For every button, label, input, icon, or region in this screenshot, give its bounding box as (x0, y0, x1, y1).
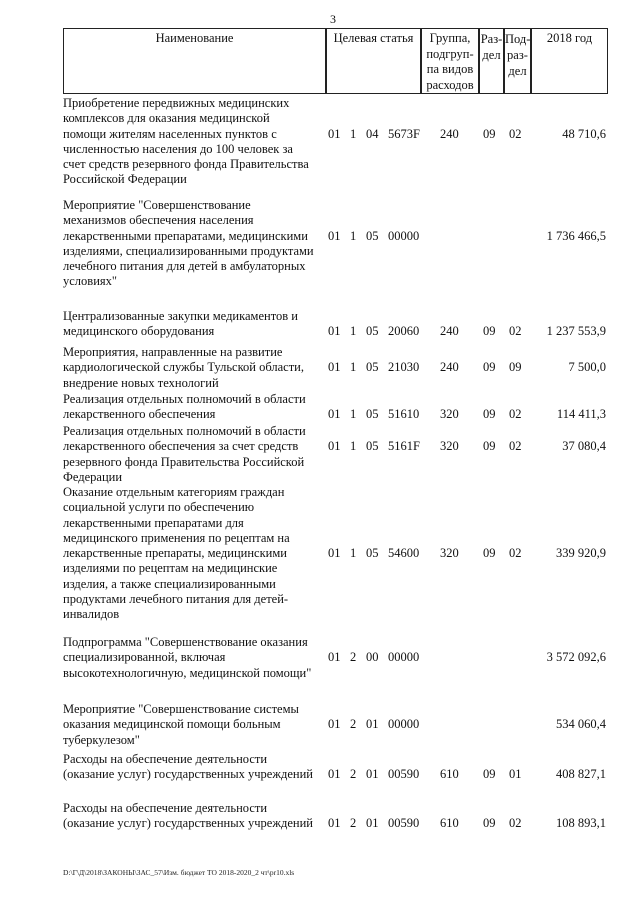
code-expense-group: 240 (440, 324, 459, 338)
code-direction: 21030 (388, 360, 420, 374)
code-subsection: 09 (509, 360, 522, 374)
row-name-line: Централизованные закупки медикаментов и (63, 309, 298, 323)
code-section: 09 (483, 816, 496, 830)
row-name-line: условиях" (63, 274, 117, 289)
code-expense-group: 610 (440, 816, 459, 830)
code-event: 04 (366, 127, 379, 141)
row-name-line: высокотехнологичную, медицинской помощи" (63, 665, 312, 680)
code-section: 09 (483, 767, 496, 781)
row-name-line: Подпрограмма "Совершенствование оказания (63, 635, 308, 649)
header-razdel (479, 28, 504, 94)
amount-2018: 108 893,1 (556, 816, 606, 830)
amount-2018: 339 920,9 (556, 546, 606, 560)
amount-2018: 48 710,6 (562, 127, 606, 141)
row-name-line: Оказание отдельным категориям граждан (63, 485, 285, 499)
code-subprogram: 1 (350, 229, 357, 243)
header-group-line: подгруп- (426, 46, 474, 61)
code-expense-group: 240 (440, 360, 459, 374)
row-name-line: инвалидов (63, 607, 120, 622)
code-section: 09 (483, 546, 496, 560)
header-podrazdel-line: Под- (505, 32, 531, 46)
code-expense-group: 240 (440, 127, 459, 141)
code-subprogram: 2 (350, 767, 357, 781)
row-name (63, 198, 325, 290)
code-event: 05 (366, 360, 379, 374)
code-event: 05 (366, 407, 379, 421)
code-subsection: 02 (509, 407, 522, 421)
page-number: 3 (330, 12, 336, 26)
code-direction: 00000 (388, 229, 420, 243)
amount-2018: 408 827,1 (556, 767, 606, 781)
code-program: 01 (328, 546, 341, 560)
header-podrazdel-line: дел (508, 64, 527, 78)
header-name: Наименование (63, 28, 326, 94)
code-subprogram: 1 (350, 360, 357, 374)
row-name (63, 96, 325, 188)
code-direction: 20060 (388, 324, 420, 338)
code-expense-group: 610 (440, 767, 459, 781)
code-program: 01 (328, 229, 341, 243)
row-name-line: изделия, а также специализированными (63, 576, 276, 591)
row-name-line: оказания медицинской помощи больным (63, 717, 281, 732)
code-subsection: 01 (509, 767, 522, 781)
code-program: 01 (328, 717, 341, 731)
header-target: Целевая статья (326, 28, 421, 94)
row-name (63, 424, 325, 485)
row-name-line: Реализация отдельных полномочий в области (63, 424, 306, 438)
row-name-line: механизмов обеспечения населения (63, 213, 254, 228)
row-name-line: Мероприятия, направленные на развитие (63, 345, 283, 359)
row-name-line: продуктами лечебного питания для детей- (63, 592, 289, 607)
file-path-footer: D:\Г\Д\2018\ЗАКОНЫ\ЗАС_57\Изм. бюджет ТО 2018-2020_2 чт\pr10.xls (63, 868, 295, 877)
code-event: 00 (366, 650, 379, 664)
header-group-line: па видов (426, 62, 474, 76)
row-name-line: Расходы на обеспечение деятельности (63, 752, 268, 766)
row-name-line: резервного фонда Правительства Российской (63, 454, 305, 469)
row-name-line: комплексов для оказания медицинской (63, 111, 270, 126)
row-name (63, 309, 325, 340)
row-name-line: медицинского оборудования (63, 324, 215, 339)
row-name-line: помощи жителям населенных пунктов с (63, 126, 277, 141)
row-name-line: лекарственные препараты, медицинскими (63, 546, 287, 561)
code-subprogram: 2 (350, 816, 357, 830)
row-name-line: Российской Федерации (63, 172, 187, 187)
amount-2018: 3 572 092,6 (546, 650, 606, 664)
code-subprogram: 1 (350, 546, 357, 560)
code-direction: 00590 (388, 816, 420, 830)
code-event: 05 (366, 324, 379, 338)
header-group-line: Группа, (429, 31, 471, 45)
row-name-line: лекарственными препаратами, медицинскими (63, 228, 308, 243)
amount-2018: 1 736 466,5 (546, 229, 606, 243)
amount-2018: 7 500,0 (568, 360, 606, 374)
row-name (63, 635, 325, 681)
row-name-line: специализированной, включая (63, 650, 226, 665)
code-program: 01 (328, 324, 341, 338)
row-name-line: кардиологической службы Тульской области, (63, 360, 304, 375)
code-expense-group: 320 (440, 439, 459, 453)
row-name-line: лекарственного обеспечения за счет средств (63, 439, 299, 454)
code-direction: 54600 (388, 546, 420, 560)
code-program: 01 (328, 816, 341, 830)
row-name-line: счет средств резервного фонда Правительства (63, 157, 309, 172)
code-program: 01 (328, 360, 341, 374)
row-name (63, 345, 325, 391)
row-name (63, 801, 325, 832)
code-subsection: 02 (509, 439, 522, 453)
code-direction: 51610 (388, 407, 420, 421)
code-program: 01 (328, 439, 341, 453)
row-name (63, 752, 325, 783)
code-subprogram: 1 (350, 324, 357, 338)
row-name-line: изделиями по рецептам на медицинские (63, 561, 278, 576)
code-subsection: 02 (509, 127, 522, 141)
row-name-line: (оказание услуг) государственных учреждений (63, 816, 313, 831)
row-name (63, 702, 325, 748)
row-name-line: лекарственного обеспечения (63, 407, 216, 422)
code-event: 01 (366, 816, 379, 830)
row-name-line: Федерации (63, 469, 123, 484)
row-name-line: Расходы на обеспечение деятельности (63, 801, 268, 815)
header-group-line: расходов (426, 77, 474, 92)
row-name-line: социальной услуги по обеспечению (63, 500, 255, 515)
row-name-line: (оказание услуг) государственных учреждений (63, 767, 313, 782)
amount-2018: 37 080,4 (562, 439, 606, 453)
row-name-line: медицинского применения по рецептам на (63, 530, 290, 545)
code-program: 01 (328, 127, 341, 141)
code-subsection: 02 (509, 816, 522, 830)
code-subsection: 02 (509, 546, 522, 560)
row-name-line: лечебного питания для детей в амбулаторных (63, 259, 306, 274)
amount-2018: 1 237 553,9 (546, 324, 606, 338)
code-expense-group: 320 (440, 407, 459, 421)
code-section: 09 (483, 407, 496, 421)
code-subsection: 02 (509, 324, 522, 338)
row-name (63, 485, 325, 623)
row-name-line: Мероприятие "Совершенствование системы (63, 702, 299, 716)
row-name-line: внедрение новых технологий (63, 375, 219, 390)
row-name-line: численностью населения до 100 человек за (63, 141, 293, 156)
row-name-line: туберкулезом" (63, 732, 140, 747)
code-section: 09 (483, 360, 496, 374)
amount-2018: 534 060,4 (556, 717, 606, 731)
row-name-line: изделиями, специализированными продуктами (63, 243, 314, 258)
code-direction: 00590 (388, 767, 420, 781)
code-direction: 00000 (388, 650, 420, 664)
code-event: 05 (366, 439, 379, 453)
code-direction: 00000 (388, 717, 420, 731)
code-program: 01 (328, 407, 341, 421)
code-section: 09 (483, 127, 496, 141)
code-expense-group: 320 (440, 546, 459, 560)
code-program: 01 (328, 650, 341, 664)
code-event: 05 (366, 229, 379, 243)
code-event: 01 (366, 717, 379, 731)
code-subprogram: 2 (350, 650, 357, 664)
header-razdel-line: Раз- (480, 32, 503, 46)
code-direction: 5673F (388, 127, 420, 141)
code-subprogram: 1 (350, 127, 357, 141)
row-name-line: Приобретение передвижных медицинских (63, 96, 290, 110)
code-direction: 5161F (388, 439, 420, 453)
code-event: 01 (366, 767, 379, 781)
row-name (63, 392, 325, 423)
code-event: 05 (366, 546, 379, 560)
row-name-line: Мероприятие "Совершенствование (63, 198, 251, 212)
header-podrazdel (504, 28, 531, 94)
header-year: 2018 год (531, 28, 608, 94)
row-name-line: Реализация отдельных полномочий в области (63, 392, 306, 406)
code-program: 01 (328, 767, 341, 781)
header-group (421, 28, 479, 94)
row-name-line: лекарственными препаратами для (63, 515, 244, 530)
amount-2018: 114 411,3 (556, 407, 606, 421)
header-podrazdel-line: раз- (507, 48, 528, 62)
code-section: 09 (483, 324, 496, 338)
header-razdel-line: дел (482, 48, 501, 62)
code-section: 09 (483, 439, 496, 453)
code-subprogram: 2 (350, 717, 357, 731)
code-subprogram: 1 (350, 407, 357, 421)
code-subprogram: 1 (350, 439, 357, 453)
